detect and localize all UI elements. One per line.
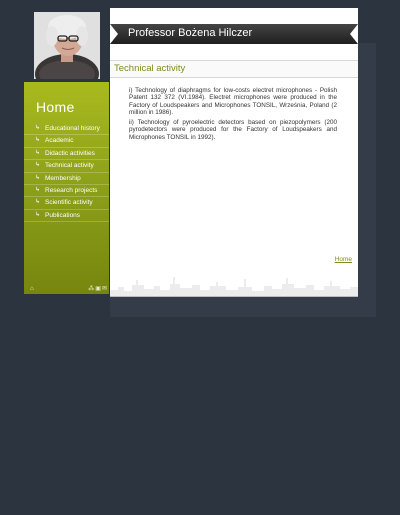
sidebar-item-label: Academic [45, 137, 74, 145]
title-bar-notch-left [110, 24, 118, 44]
arrow-icon: ↳ [35, 199, 41, 206]
sidebar-item-didactic-activities[interactable] [24, 148, 109, 160]
sidebar [24, 82, 109, 294]
sidebar-item-scientific-activity[interactable] [24, 197, 109, 209]
sidebar-menu [24, 123, 109, 222]
arrow-icon: ↳ [35, 125, 41, 131]
arrow-icon: ↳ [35, 186, 41, 193]
arrow-icon: ↳ [35, 162, 41, 169]
professor-photo [34, 12, 100, 79]
mail-icon[interactable]: ✉ [101, 286, 108, 292]
sidebar-item-label: Scientific activity [45, 199, 93, 207]
sidebar-item-publications[interactable] [24, 210, 109, 222]
page-title: Professor Bożena Hilczer [128, 27, 253, 39]
sidebar-item-label: Educational history [45, 125, 100, 132]
footer-icon-row [88, 285, 108, 292]
sidebar-item-research-projects[interactable] [24, 185, 109, 197]
sidebar-item-membership[interactable] [24, 173, 109, 185]
section-header [110, 60, 358, 78]
sidebar-item-label: Research projects [45, 186, 98, 194]
arrow-icon: ↳ [35, 211, 41, 218]
section-title: Technical activity [114, 63, 186, 74]
sitemap-icon[interactable]: ⁂ [88, 286, 96, 292]
sidebar-item-label: Membership [45, 174, 81, 182]
sidebar-item-label: Publications [45, 211, 81, 219]
sidebar-item-label: Didactic activities [45, 149, 95, 157]
arrow-icon: ↳ [35, 149, 41, 156]
title-bar [110, 24, 358, 44]
title-bar-notch-right [350, 24, 358, 44]
paragraph-1: i) Technology of diaphragms for low-costs electret microphones - Polish Patent 132 372 (VI.1984). Electret microphones were produced in the Factory of Loudspeakers and Microphones TONSIL, Września, Poland (2 million in 1986). [129, 87, 337, 116]
sidebar-item-educational-history[interactable] [24, 123, 109, 135]
sidebar-footer-icons [30, 284, 108, 292]
main-content [110, 44, 358, 297]
page-header [110, 8, 358, 44]
arrow-icon: ↳ [35, 174, 41, 181]
home-icon[interactable]: ⌂ [30, 286, 34, 292]
city-skyline-decoration [110, 266, 358, 296]
sidebar-item-label: Technical activity [45, 162, 94, 170]
paragraph-2: ii) Technology of pyroelectric detectors based on piezopolymers (200 pyrodetectors were produced for the Factory of Loudspeakers and Microphones TONSIL in 1992). [129, 119, 337, 141]
sidebar-item-academic[interactable] [24, 135, 109, 147]
sidebar-home-title[interactable]: Home [36, 99, 75, 115]
arrow-icon: ↳ [35, 137, 41, 144]
home-link[interactable]: Home [334, 256, 352, 263]
sidebar-item-technical-activity[interactable] [24, 160, 109, 172]
print-icon[interactable]: ▣ [95, 286, 102, 292]
